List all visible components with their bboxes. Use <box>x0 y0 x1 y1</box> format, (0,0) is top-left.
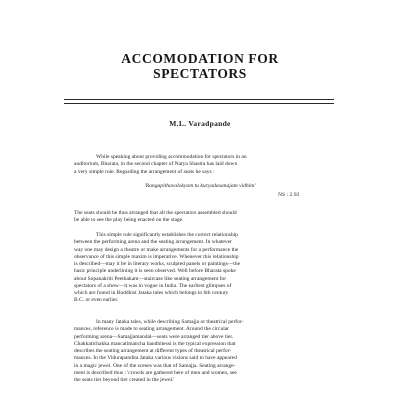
text-line: observance of this simple maxim is imperative. Whenever this relationship <box>74 253 239 260</box>
text-line: This simple rule significantly establishes the correct relationship <box>96 232 238 238</box>
text-line: The seats should be thus arranged that all the spectators assembled should <box>74 210 237 216</box>
article-title-line-2: SPECTATORS <box>153 66 247 81</box>
article-title-line-1: ACCOMODATION FOR <box>121 51 279 66</box>
text-line: between the performing arena and the seating arrangement. In whatever <box>74 239 232 246</box>
text-line: describes the seating arrangement at different types of theatrical perfor- <box>74 348 232 354</box>
text-line: While speaking about providing accommodation for spectators in an <box>96 154 247 160</box>
text-line: basic principle underlining it is seen observed. Well before Bharata spoke <box>74 268 236 275</box>
text-line: in a magic jewel. One of the scenes was that of Samajja. Seating arrange- <box>74 362 236 369</box>
text-line: a very simple rule. Regarding the arrangement of seats he says : <box>74 168 215 175</box>
paragraph-1 <box>74 154 332 176</box>
paragraph-3 <box>74 232 332 305</box>
paragraph-4 <box>74 319 332 384</box>
verse-citation: NS : 2.92 <box>278 192 300 198</box>
verse-quote: 'Rangapithavalokyam tu kuryadasanajam vidhim' <box>144 183 256 189</box>
text-line: mances. In the Vidurapandita Jataka various visions said to have appeared <box>74 355 237 362</box>
text-line: ment is described thus : 'crowds are gathered here of men and women, see <box>74 369 237 376</box>
text-line: auditorium, Bharata, in the second chapter of Natya Shastra has laid down <box>74 161 238 168</box>
author-name: M.L. Varadpande <box>169 119 231 128</box>
title-divider-top <box>64 99 334 100</box>
text-line: way one may design a theatre or make arrangements for a performance the <box>74 246 239 253</box>
paragraph-2 <box>74 210 332 225</box>
text-line: about Sopanakriti Peethakam—staircase like seating arrangement for <box>74 275 227 282</box>
title-divider-bottom <box>64 103 334 104</box>
text-line: which are found in Buddhist Jataka tales which belongs to 6th century <box>74 290 229 296</box>
text-line: be able to see the play being enacted on the stage. <box>74 217 184 224</box>
text-line: spectators of a show—it was in vogue in India. The earliest glimpses of <box>74 282 232 289</box>
text-line: mances, reference is made to seating arrangement. Around the circular <box>74 326 229 333</box>
text-line: is described—may it be in literary works, sculpted panels or paintings—the <box>74 261 241 267</box>
text-line: the seats tier beyond tier created in the jewel.' <box>74 377 175 383</box>
text-line: In many Jataka tales, while describing Samajja or theatrical perfor- <box>96 319 244 325</box>
text-line: B.C. or even earlier. <box>74 297 119 304</box>
text-line: performing arena—Samajjamandal—seats were arranged tier above tier. <box>74 333 234 340</box>
text-line: Chakkatichakka mancatimancha bandhitessi is the typical expression that <box>74 340 236 347</box>
